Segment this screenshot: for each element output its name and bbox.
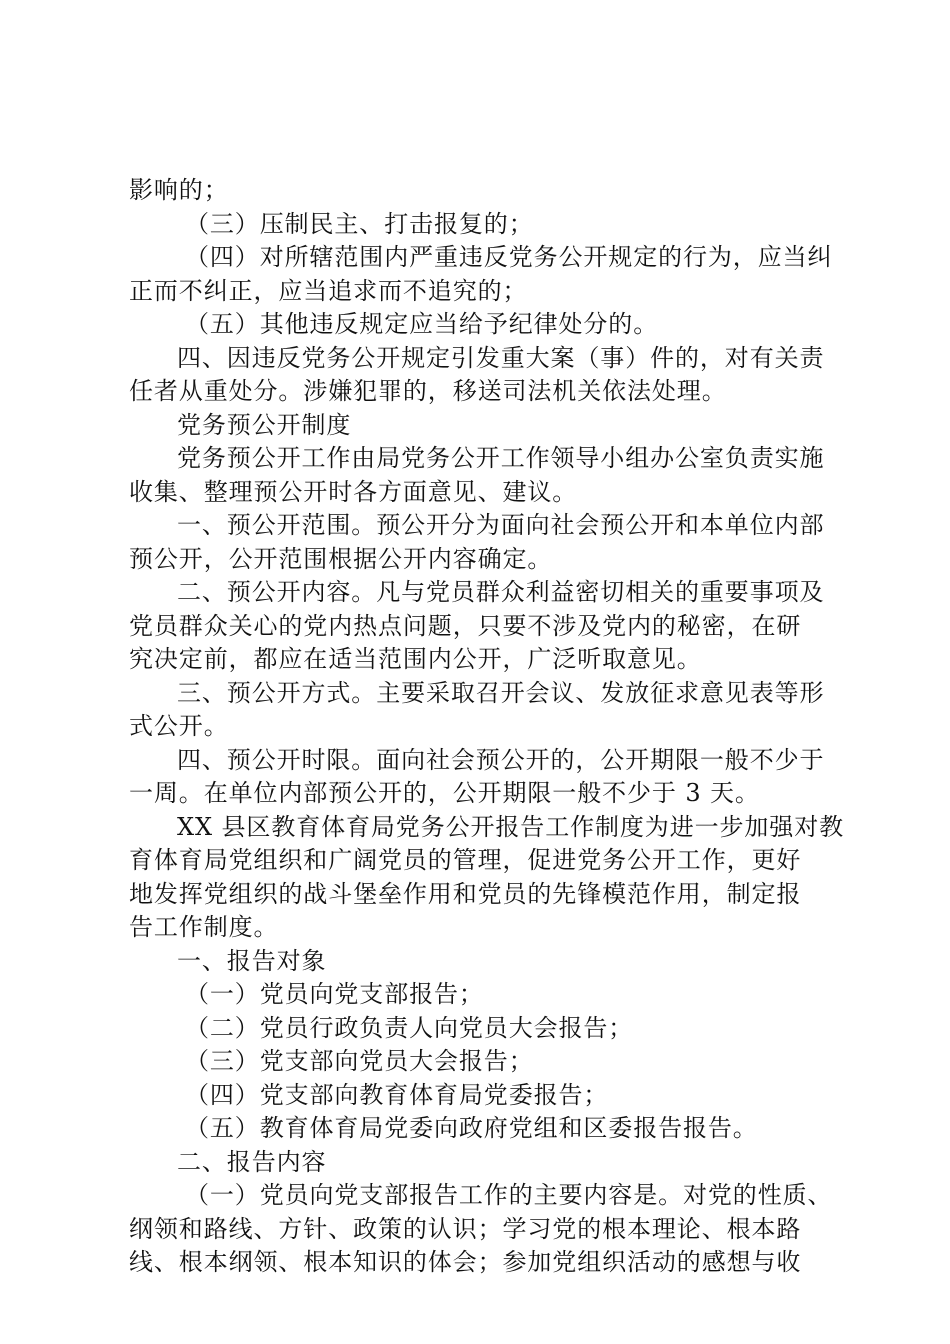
text-line: （一）党员向党支部报告工作的主要内容是。对党的性质、 [185,1181,833,1209]
text-line: （四）党支部向教育体育局党委报告； [185,1080,609,1109]
text-line: （五）其他违反规定应当给予纪律处分的。 [185,310,659,338]
text-line: 三、预公开方式。主要采取召开会议、发放征求意见表等形 [177,678,825,707]
text-line: （二）党员行政负责人向党员大会报告； [185,1013,634,1042]
text-line: 究决定前，都应在适当范围内公开，广泛听取意见。 [129,645,702,673]
text-line: 四、预公开时限。面向社会预公开的，公开期限一般不少于 [177,745,825,774]
text-line: 线、根本纲领、根本知识的体会；参加党组织活动的感想与收 [129,1248,802,1276]
text-line: 地发挥党组织的战斗堡垒作用和党员的先锋模范作用，制定报 [129,879,802,908]
text-line: 育体育局党组织和广阔党员的管理，促进党务公开工作，更好 [129,846,802,874]
text-line: 告工作制度。 [129,913,279,941]
text-line: XX 县区教育体育局党务公开报告工作制度为进一步加强对教 [177,812,844,841]
text-line: （四）对所辖范围内严重违反党务公开规定的行为，应当纠 [185,243,833,271]
text-line: 预公开，公开范围根据公开内容确定。 [129,544,553,573]
text-line: 影响的； [129,176,229,204]
text-line: （三）党支部向党员大会报告； [185,1047,534,1075]
text-line: 任者从重处分。涉嫌犯罪的，移送司法机关依法处理。 [129,377,727,405]
text-line: 党务预公开工作由局党务公开工作领导小组办公室负责实施 [177,444,825,472]
text-line: 纲领和路线、方针、政策的认识；学习党的根本理论、根本路 [129,1214,802,1243]
text-line: 一、预公开范围。预公开分为面向社会预公开和本单位内部 [177,511,825,539]
text-line: 二、预公开内容。凡与党员群众利益密切相关的重要事项及 [177,578,825,606]
text-line: 式公开。 [129,712,229,740]
text-line: 党务预公开制度 [177,410,352,439]
text-line: 收集、整理预公开时各方面意见、建议。 [129,477,578,506]
text-line: 四、因违反党务公开规定引发重大案（事）件的，对有关责 [177,343,825,372]
text-line: （一）党员向党支部报告； [185,980,484,1008]
text-line: 党员群众关心的党内热点问题，只要不涉及党内的秘密，在研 [129,611,802,640]
text-line: 二、报告内容 [177,1147,327,1176]
text-line: 正而不纠正，应当追求而不追究的； [129,276,528,305]
text-line: （三）压制民主、打击报复的； [185,209,534,238]
text-line: （五）教育体育局党委向政府党组和区委报告报告。 [185,1114,758,1142]
text-line: 一周。在单位内部预公开的，公开期限一般不少于 3 天。 [129,779,760,807]
document-body [129,174,844,1280]
text-line: 一、报告对象 [177,946,327,975]
